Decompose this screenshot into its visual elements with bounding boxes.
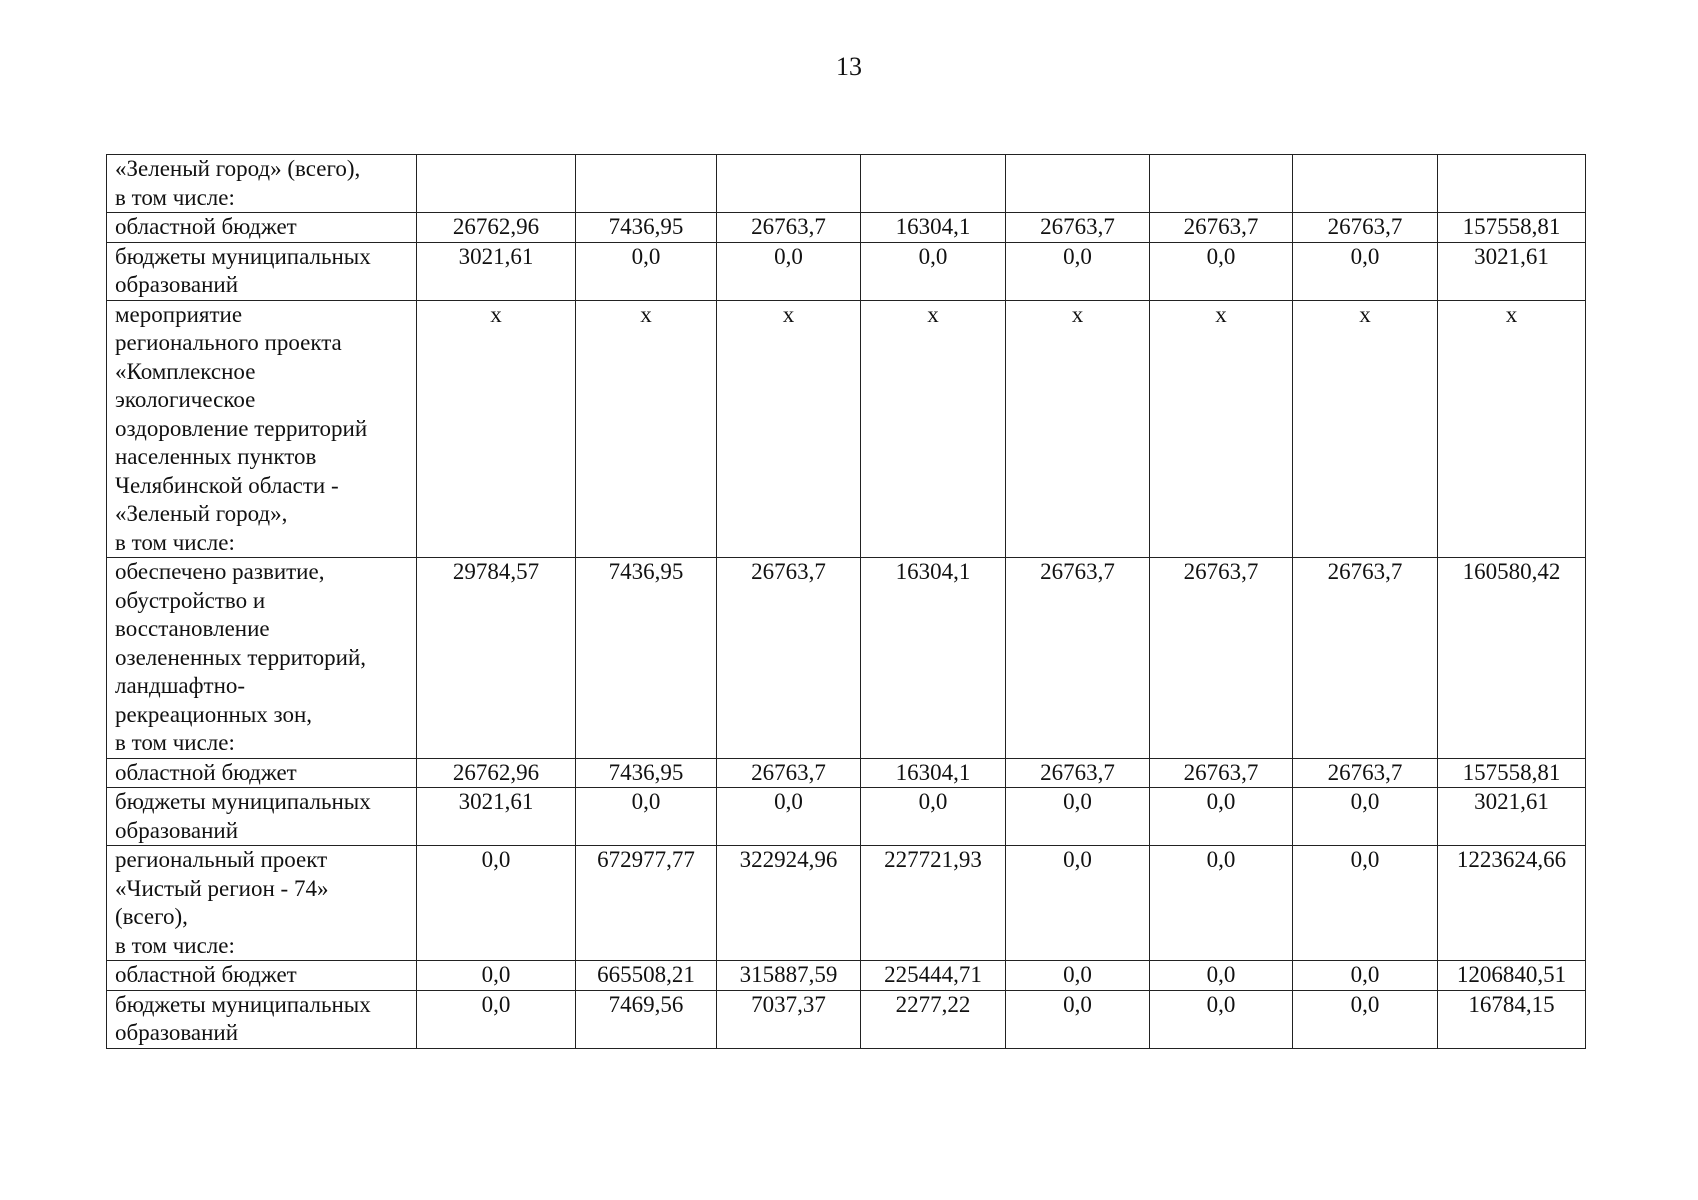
table-row <box>107 155 1586 213</box>
value-cell: 3021,61 <box>1438 242 1586 300</box>
value-cell <box>861 155 1006 213</box>
value-cell: 26763,7 <box>717 213 861 243</box>
table-row <box>107 990 1586 1048</box>
row-label: бюджеты муниципальных образований <box>107 242 417 300</box>
value-cell: 665508,21 <box>576 961 717 991</box>
value-cell: 0,0 <box>1006 846 1150 961</box>
value-cell: 0,0 <box>1150 788 1293 846</box>
value-cell: x <box>1006 300 1150 558</box>
value-cell: 16304,1 <box>861 758 1006 788</box>
value-cell: 0,0 <box>417 961 576 991</box>
value-cell: 0,0 <box>1006 788 1150 846</box>
value-cell: 29784,57 <box>417 558 576 759</box>
value-cell: 1206840,51 <box>1438 961 1586 991</box>
value-cell: 157558,81 <box>1438 758 1586 788</box>
value-cell: 227721,93 <box>861 846 1006 961</box>
value-cell: x <box>1438 300 1586 558</box>
value-cell: 3021,61 <box>417 788 576 846</box>
value-cell: 0,0 <box>1150 242 1293 300</box>
value-cell <box>1438 155 1586 213</box>
value-cell: 0,0 <box>1006 990 1150 1048</box>
value-cell: 26763,7 <box>1150 758 1293 788</box>
value-cell <box>1293 155 1438 213</box>
value-cell: 0,0 <box>1293 990 1438 1048</box>
value-cell: 26762,96 <box>417 758 576 788</box>
table-row <box>107 558 1586 759</box>
value-cell: 7436,95 <box>576 758 717 788</box>
value-cell: 0,0 <box>1006 961 1150 991</box>
value-cell: x <box>1293 300 1438 558</box>
value-cell: 7037,37 <box>717 990 861 1048</box>
row-label: бюджеты муниципальных образований <box>107 990 417 1048</box>
value-cell: 26763,7 <box>1150 558 1293 759</box>
value-cell: 26763,7 <box>1293 213 1438 243</box>
value-cell: 0,0 <box>1293 242 1438 300</box>
value-cell: 225444,71 <box>861 961 1006 991</box>
value-cell: x <box>717 300 861 558</box>
row-label: региональный проект «Чистый регион - 74» (всего), в том числе: <box>107 846 417 961</box>
value-cell: 0,0 <box>1006 242 1150 300</box>
value-cell: 322924,96 <box>717 846 861 961</box>
value-cell: 160580,42 <box>1438 558 1586 759</box>
value-cell: x <box>576 300 717 558</box>
value-cell: 26763,7 <box>717 558 861 759</box>
value-cell: x <box>417 300 576 558</box>
value-cell: 0,0 <box>1293 846 1438 961</box>
value-cell <box>717 155 861 213</box>
value-cell: 157558,81 <box>1438 213 1586 243</box>
value-cell: 7469,56 <box>576 990 717 1048</box>
value-cell: 7436,95 <box>576 558 717 759</box>
table-row <box>107 213 1586 243</box>
value-cell: 0,0 <box>576 788 717 846</box>
value-cell <box>417 155 576 213</box>
row-label: бюджеты муниципальных образований <box>107 788 417 846</box>
value-cell: 0,0 <box>1293 788 1438 846</box>
page-number: 13 <box>836 52 862 81</box>
value-cell: 3021,61 <box>1438 788 1586 846</box>
value-cell: 26763,7 <box>1006 558 1150 759</box>
table-body <box>107 155 1586 1049</box>
value-cell: 1223624,66 <box>1438 846 1586 961</box>
value-cell: 26763,7 <box>1006 758 1150 788</box>
row-label: областной бюджет <box>107 758 417 788</box>
value-cell: 315887,59 <box>717 961 861 991</box>
value-cell <box>1150 155 1293 213</box>
value-cell: 26763,7 <box>717 758 861 788</box>
value-cell: 672977,77 <box>576 846 717 961</box>
value-cell: 26763,7 <box>1293 558 1438 759</box>
value-cell: 7436,95 <box>576 213 717 243</box>
value-cell: 26763,7 <box>1006 213 1150 243</box>
value-cell: 0,0 <box>717 242 861 300</box>
value-cell: x <box>1150 300 1293 558</box>
row-label: мероприятие регионального проекта «Комплексное экологическое оздоровление территорий населенных пунктов Челябинской области - «Зеленый город», в том числе: <box>107 300 417 558</box>
value-cell: x <box>861 300 1006 558</box>
value-cell: 16304,1 <box>861 213 1006 243</box>
value-cell: 0,0 <box>417 990 576 1048</box>
value-cell: 16304,1 <box>861 558 1006 759</box>
value-cell: 0,0 <box>417 846 576 961</box>
row-label: областной бюджет <box>107 961 417 991</box>
value-cell: 3021,61 <box>417 242 576 300</box>
value-cell <box>1006 155 1150 213</box>
value-cell: 0,0 <box>576 242 717 300</box>
value-cell: 0,0 <box>861 242 1006 300</box>
value-cell: 26763,7 <box>1293 758 1438 788</box>
value-cell: 26762,96 <box>417 213 576 243</box>
table-row <box>107 300 1586 558</box>
value-cell: 26763,7 <box>1150 213 1293 243</box>
table-row <box>107 788 1586 846</box>
value-cell: 0,0 <box>717 788 861 846</box>
value-cell: 0,0 <box>1150 961 1293 991</box>
value-cell: 0,0 <box>1150 846 1293 961</box>
row-label: обеспечено развитие, обустройство и восстановление озелененных территорий, ландшафтно- рекреационных зон, в том числе: <box>107 558 417 759</box>
value-cell: 0,0 <box>1293 961 1438 991</box>
row-label: областной бюджет <box>107 213 417 243</box>
value-cell: 0,0 <box>1150 990 1293 1048</box>
table-row <box>107 961 1586 991</box>
table-row <box>107 242 1586 300</box>
value-cell <box>576 155 717 213</box>
table-row <box>107 758 1586 788</box>
value-cell: 2277,22 <box>861 990 1006 1048</box>
value-cell: 16784,15 <box>1438 990 1586 1048</box>
table-row <box>107 846 1586 961</box>
budget-table <box>106 154 1586 1049</box>
value-cell: 0,0 <box>861 788 1006 846</box>
row-label: «Зеленый город» (всего), в том числе: <box>107 155 417 213</box>
